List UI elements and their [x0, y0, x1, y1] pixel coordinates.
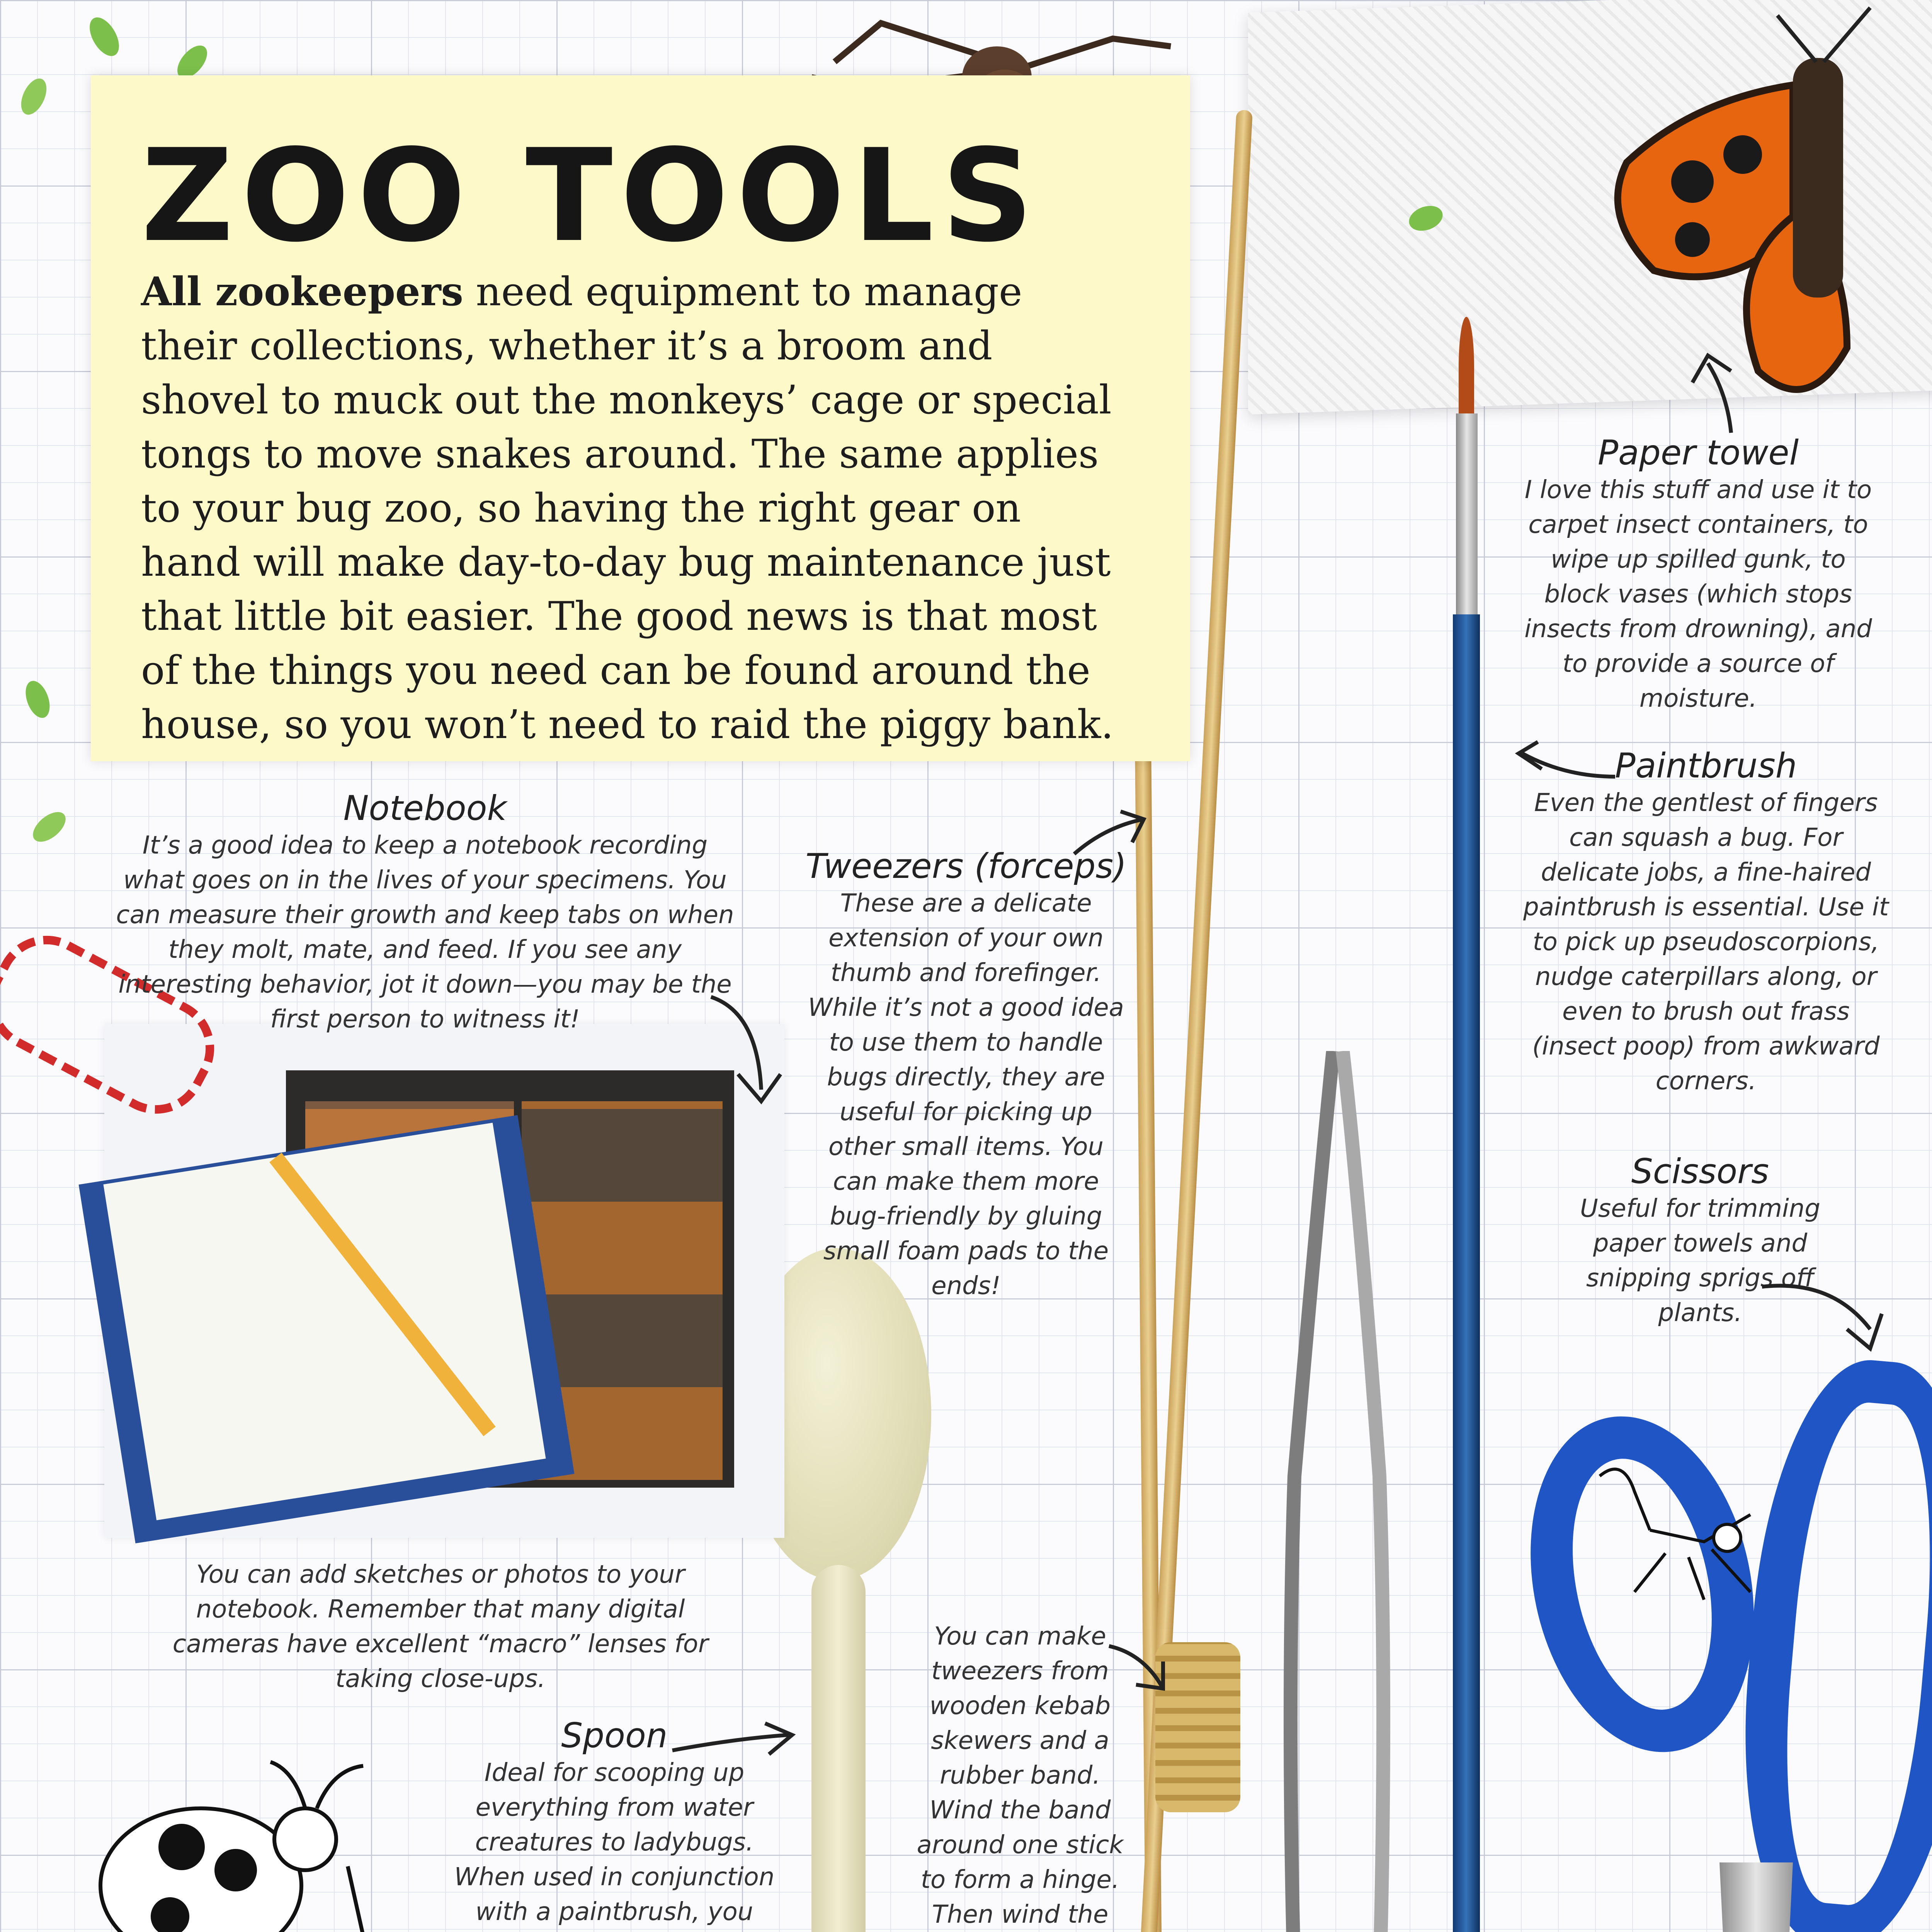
notebook-photo — [104, 1024, 784, 1538]
arrow-icon — [1685, 348, 1762, 437]
caption-text: These are a delicate extension of your own thumb and forefinger. While it’s not a good idea to use them to handle bugs directly, they are useful for picking up other small items. You can make them more bug-friendly by gluing small foam pads to the ends! — [808, 889, 1124, 1300]
arrow-icon — [665, 1716, 800, 1762]
arrow-icon — [703, 989, 788, 1113]
arrow-icon — [1507, 730, 1623, 792]
caption-kebab-tweezers — [912, 1619, 1128, 1932]
caption-notebook-photo — [147, 1557, 734, 1696]
intro-panel — [91, 75, 1190, 761]
caption-title: Scissors — [1631, 1151, 1769, 1191]
page-title: ZOO TOOLS — [141, 122, 1041, 270]
caption-paintbrush — [1522, 746, 1889, 1099]
arrow-icon — [1105, 1638, 1171, 1696]
mantis-sketch — [1588, 1453, 1774, 1615]
caption-text: Even the gentlest of fingers can squash a bug. For delicate jobs, a fine-haired paintbrush is essential. Use it to pick up pseudoscorpions, nudge caterpillars along, or even to brush out frass (insect poop) from awkward corners. — [1523, 789, 1889, 1095]
scissors-photo — [1522, 1360, 1932, 1932]
intro-body: need equipment to manage their collections, whether it’s a broom and shovel to muck out the monkeys’ cage or special tongs to move snakes around. The same applies to your bug zoo, so having the right gear on hand will make day-to-day bug maintenance just that little bit easier. The good news is that most of the things you need can be found around the house, so you won’t need to raid the piggy bank. — [141, 269, 1114, 748]
intro-lead: All zookeepers — [141, 269, 463, 315]
intro-paragraph — [141, 265, 1130, 752]
ladybug-scooter-sketch — [54, 1739, 421, 1932]
caption-tweezers — [804, 846, 1128, 1303]
caption-title: Notebook — [343, 788, 507, 828]
caption-text: You can make tweezers from wooden kebab skewers and a rubber band. Wind the band around one stick to form a hinge. Then wind the — [917, 1622, 1124, 1929]
caption-text: Ideal for scooping up everything from water creatures to ladybugs. When used in conjunction with a paintbrush, you — [454, 1759, 775, 1926]
caption-paper-towel — [1515, 433, 1882, 716]
arrow-icon — [1754, 1271, 1893, 1356]
metal-tweezers-photo — [1271, 1051, 1410, 1932]
caption-text: Useful for trimming paper towels and snipping sprigs off plants. — [1580, 1194, 1820, 1327]
caption-title: Paper towel — [1597, 433, 1799, 473]
arrow-icon — [1066, 804, 1151, 862]
caption-notebook — [116, 788, 734, 1037]
paintbrush-photo — [1453, 317, 1480, 1932]
caption-text: It’s a good idea to keep a notebook recording what goes on in the lives of your specimens. You can measure their growth and keep tabs on when they molt, mate, and feed. If you see any interesting behavior, jot it down—you may be the first person to witness it! — [116, 831, 734, 1034]
caption-title: Tweezers (forceps) — [805, 846, 1127, 886]
caption-title: Paintbrush — [1615, 746, 1797, 786]
caption-text: I love this stuff and use it to carpet insect containers, to wipe up spilled gunk, to block vases (which stops insects from drowning), and to provide a source of moisture. — [1524, 476, 1872, 713]
caption-title: Spoon — [561, 1716, 668, 1755]
caption-text: You can add sketches or photos to your notebook. Remember that many digital cameras have excellent “macro” lenses for taking close-ups. — [172, 1560, 709, 1693]
